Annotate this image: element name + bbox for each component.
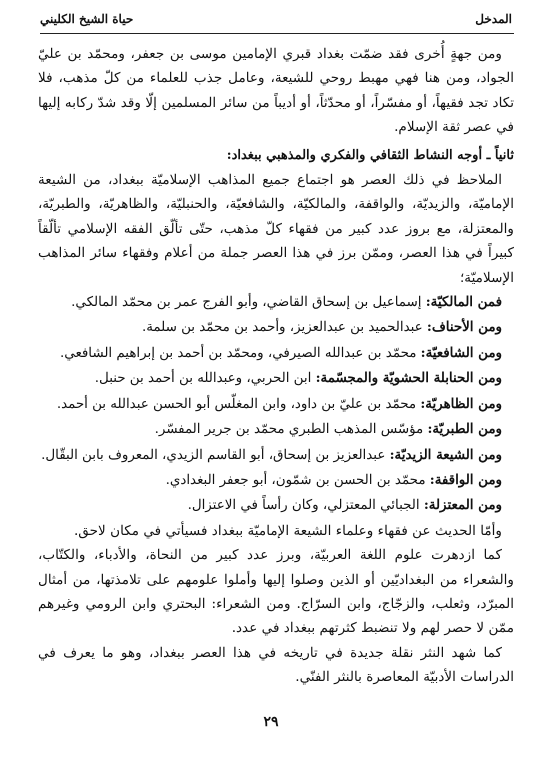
entry-shafiiyya: ومن الشافعيّة: محمّد بن عبدالله الصيرفي، ومحمّد بن أحمد بن إبراهيم الشافعي.: [60, 344, 502, 361]
entry-waqifa: ومن الواقفة: محمّد بن الحسن بن شمّون، أبو جعفر البغدادي.: [165, 471, 502, 488]
literature-paragraph: كما ازدهرت علوم اللغة العربيّة، وبرز عدد كبير من النحاة، والأدباء، والكتّاب، والشعراء من البغداديّين أو الذين وصلوا إليها وأملوا علومهم على تلامذتها، من أمثال المبرّد، وثعلب، والزجّاج، وابن السرّاج. ومن الشعراء: البحتري وابن الرومي وغيرهم ممّن لا حصر لهم ولا تنضبط كثرتهم ببغداد في عدد.: [38, 547, 514, 637]
intro-paragraph: ومن جهةٍ أُخرى فقد ضمّت بغداد قبري الإمامين موسى بن جعفر، ومحمّد بن عليّ الجواد، ومن هنا فهي مهبط روحي للشيعة، وعامل جذب للعلماء من كلّ مذهب، فلا تكاد تجد فقيهاً، أو مفسّراً، أو محدّثاً، أو أديباً من سائر المسلمين إلّا وقد شدّ ركابه إليها في عصر ثقة الإسلام.: [38, 46, 514, 136]
prose-paragraph: كما شهد النثر نقلة جديدة في تاريخه في هذا العصر ببغداد، وهو ما يعرف في الدراسات الأدبيّة المعاصرة بالنثر الفنّي.: [38, 644, 514, 686]
section-paragraph: الملاحظ في ذلك العصر هو اجتماع جميع المذاهب الإسلاميّة ببغداد، من الشيعة الإماميّة، والزيديّة، والواقفة، والمالكيّة، والشافعيّة، والحنبليّة، والظاهريّة، والطبريّة، والمعتزلة، مع بروز عدد كبير من فقهاء كلّ مذهب، حتّى تألّق الفقه الإسلامي تألّقاً كبيراً في هذا العصر، وممّن برز في هذا العصر جملة من أعلام وفقهاء سائر المذاهب الإسلاميّة؛: [38, 172, 514, 286]
header-book-title: حياة الشيخ الكليني: [40, 12, 134, 26]
header-section-title: المدخل: [475, 12, 512, 26]
page-body: [38, 42, 514, 690]
entry-tabariyya: ومن الطبريّة: مؤسّس المذهب الطبري محمّد بن جرير المفسّر.: [154, 421, 502, 438]
entry-mutazila: ومن المعتزلة: الجبائي المعتزلي، وكان رأساً في الاعتزال.: [187, 497, 502, 514]
imamia-paragraph: وأمّا الحديث عن فقهاء وعلماء الشيعة الإماميّة ببغداد فسيأتي في مكان لاحق.: [73, 522, 502, 539]
page-number: ٢٩: [263, 714, 279, 730]
entry-zahiriyya: ومن الظاهريّة: محمّد بن عليّ بن داود، وابن المغلّس أبو الحسن عبدالله بن أحمد.: [56, 395, 502, 412]
entry-hanabila: ومن الحنابلة الحشويّة والمجسّمة: ابن الحربي، وعبدالله بن أحمد بن حنبل.: [94, 370, 502, 387]
entry-ahnaf: ومن الأحناف: عبدالحميد بن عبدالعزيز، وأحمد بن محمّد بن سلمة.: [141, 319, 502, 336]
entry-malikiyya: فمن المالكيّة: إسماعيل بن إسحاق القاضي، وأبو الفرج عمر بن محمّد المالكي.: [71, 294, 502, 311]
entry-zaydiyya: ومن الشيعة الزيديّة: عبدالعزيز بن إسحاق، أبو القاسم الزيدي، المعروف بابن البقّال.: [41, 446, 502, 463]
section-heading: ثانياً ـ أوجه النشاط الثقافي والفكري والمذهبي ببغداد:: [226, 147, 514, 163]
header-divider: [40, 33, 514, 34]
running-header: [40, 10, 512, 32]
